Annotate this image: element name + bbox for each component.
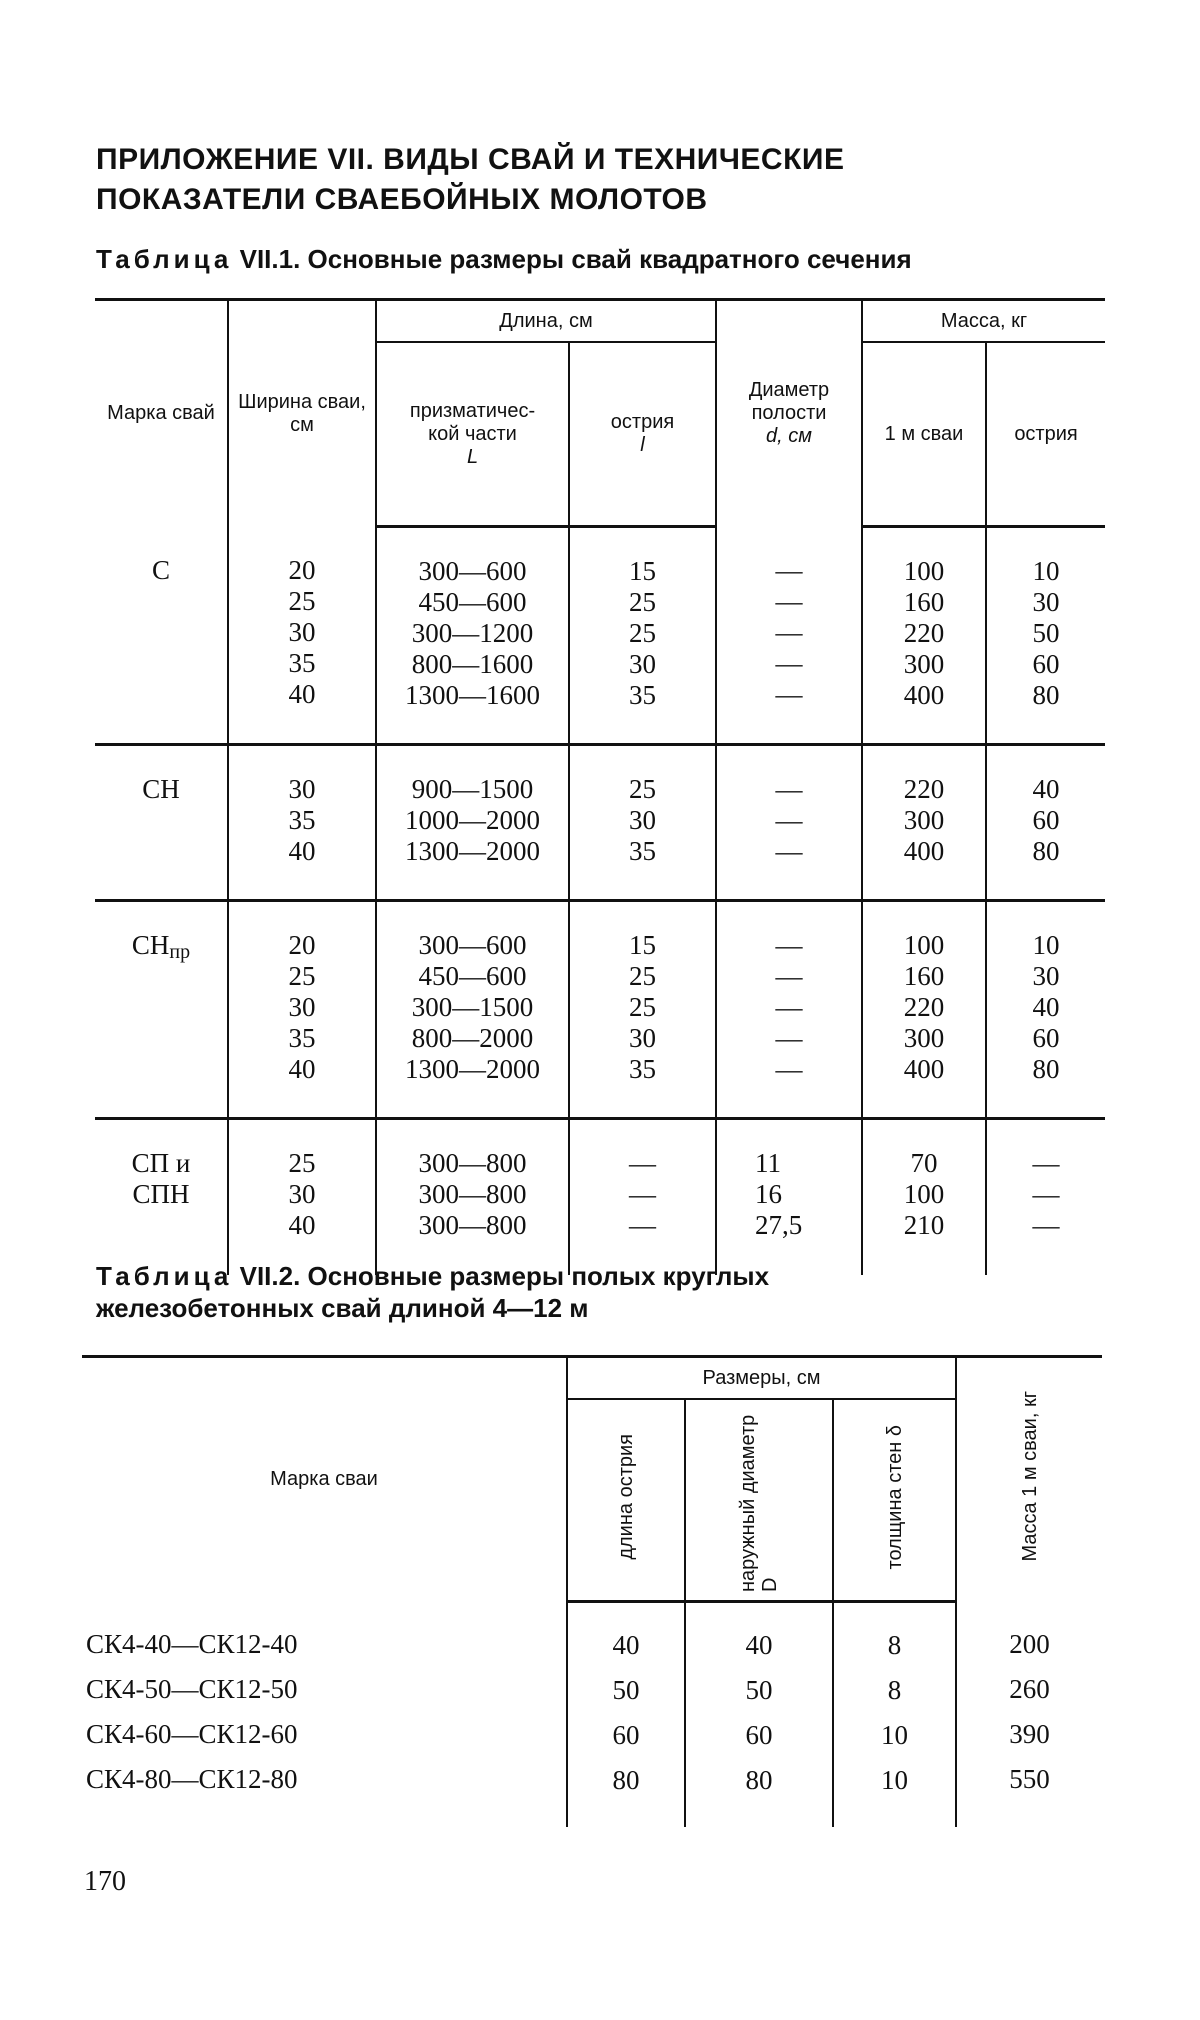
prismatic-length-value: 300—1200 — [411, 618, 534, 648]
pile-mark-text: СН — [131, 930, 170, 960]
mass-tip-value: 40 — [1032, 992, 1060, 1022]
cavity-diameter-values — [716, 527, 862, 745]
tip-length-value: 30 — [629, 649, 656, 679]
t2-tip-length: 60 — [612, 1720, 640, 1750]
mass-per-meter-value: 100 — [903, 1179, 945, 1209]
t2-col-mark — [82, 1602, 567, 1828]
mass-per-meter-value: 300 — [903, 805, 945, 835]
table1-caption-label: Таблица — [96, 244, 233, 274]
table1-group-row — [95, 1119, 1105, 1276]
t2-mark: СК4-80—СК12-80 — [86, 1763, 298, 1794]
mass-per-meter-values — [862, 527, 986, 745]
mass-tip-value: 60 — [1032, 805, 1060, 835]
cavity-diameter-value: — — [775, 647, 803, 678]
mass-tip-values — [986, 1119, 1105, 1276]
header-mark: Марка свай — [95, 300, 228, 527]
pile-mark — [95, 527, 228, 745]
cavity-diameter-values — [716, 745, 862, 901]
mass-per-meter-values — [862, 901, 986, 1119]
mass-per-meter-values — [862, 745, 986, 901]
table1-caption-text: VII.1. Основные размеры свай квадратного сечения — [239, 244, 912, 274]
prismatic-length-values — [376, 1119, 569, 1276]
t2-tip-length: 40 — [612, 1630, 640, 1660]
header-tip-length — [569, 342, 716, 527]
t2-outer-diameter: 80 — [745, 1765, 773, 1795]
table2-caption-text-1: VII.2. Основные размеры полых круглых — [239, 1261, 770, 1291]
cavity-diameter-value: — — [775, 774, 803, 804]
mass-tip-value: 60 — [1032, 649, 1060, 679]
tip-length-value: — — [629, 1179, 656, 1209]
mass-tip-value: 50 — [1032, 618, 1060, 648]
mass-tip-value: 80 — [1032, 1054, 1060, 1084]
cavity-diameter-value: — — [775, 961, 803, 991]
header-prismatic-length — [376, 342, 569, 527]
prismatic-length-values — [376, 745, 569, 901]
pile-mark-text: СН — [142, 774, 180, 804]
mass-tip-values — [986, 901, 1105, 1119]
mass-per-meter-value: 300 — [903, 1023, 945, 1053]
t2-header-sizes: Размеры, см — [567, 1357, 956, 1400]
header-mass-per-meter: 1 м сваи — [862, 342, 986, 527]
mass-tip-value: 80 — [1032, 680, 1060, 710]
mass-tip-value: — — [1032, 1179, 1060, 1209]
table1-group-row — [95, 745, 1105, 901]
header-tip-length-symbol: l — [640, 434, 645, 456]
cavity-diameter-value: 27,5 — [755, 1210, 803, 1240]
mass-per-meter-value: 400 — [903, 836, 945, 866]
mass-per-meter-value: 300 — [903, 649, 945, 679]
width-value: 40 — [288, 678, 316, 709]
prismatic-length-value: 450—600 — [418, 961, 527, 991]
cavity-diameter-value: — — [775, 992, 803, 1022]
header-length: Длина, см — [376, 300, 716, 343]
width-value: 25 — [288, 585, 316, 616]
table2-caption-label: Таблица — [96, 1261, 233, 1291]
header-mass: Масса, кг — [862, 300, 1105, 343]
t2-mass: 550 — [1009, 1763, 1050, 1794]
mass-per-meter-value: 100 — [903, 556, 945, 586]
width-value: 30 — [288, 774, 316, 804]
width-value: 35 — [288, 1023, 316, 1053]
t2-header-mass — [956, 1357, 1102, 1602]
tip-length-value: 15 — [629, 556, 656, 586]
tip-length-value: 25 — [629, 961, 656, 991]
tip-length-value: — — [629, 1148, 656, 1178]
mass-tip-values — [986, 527, 1105, 745]
t2-header-tip-length — [567, 1399, 685, 1602]
cavity-diameter-values — [716, 1119, 862, 1276]
cavity-diameter-value: — — [775, 1054, 803, 1084]
mass-tip-value: — — [1032, 1210, 1060, 1240]
t2-wall-thickness: 8 — [887, 1630, 902, 1660]
prismatic-length-value: 800—1600 — [411, 649, 534, 679]
mass-per-meter-value: 220 — [903, 618, 945, 648]
width-value: 30 — [288, 992, 316, 1022]
mass-tip-value: 40 — [1032, 774, 1060, 804]
cavity-diameter-value: — — [775, 585, 803, 616]
header-prismatic-symbol: L — [466, 445, 479, 468]
t2-header-wall-thickness-label: толщина стен δ — [883, 1424, 906, 1570]
pile-mark — [95, 745, 228, 901]
table1-group-row — [95, 527, 1105, 745]
mass-tip-value: — — [1032, 1148, 1060, 1178]
header-tip-length-label: острия — [610, 411, 675, 433]
tip-length-value: — — [629, 1210, 656, 1240]
width-values — [228, 901, 376, 1119]
header-cavity-diameter — [716, 300, 862, 527]
tip-length-values — [569, 901, 716, 1119]
t2-header-tip-length-label: длина острия — [615, 1434, 637, 1560]
t2-mark: СК4-60—СК12-60 — [86, 1718, 298, 1749]
tip-length-value: 25 — [629, 774, 656, 804]
tip-length-value: 30 — [629, 805, 656, 835]
header-cavity-diameter-line-3: d, см — [766, 425, 812, 448]
appendix-title-line-1: ПРИЛОЖЕНИЕ VII. ВИДЫ СВАЙ И ТЕХНИЧЕСКИЕ — [96, 143, 845, 176]
appendix-title-line-2: ПОКАЗАТЕЛИ СВАЕБОЙНЫХ МОЛОТОВ — [96, 183, 708, 216]
prismatic-length-value: 300—800 — [418, 1148, 527, 1178]
width-value: 40 — [288, 1054, 316, 1084]
width-value: 30 — [288, 616, 316, 647]
header-prismatic-line-1: призматичес- — [409, 399, 536, 422]
header-prismatic-line-2: кой части — [428, 422, 517, 445]
width-values — [228, 745, 376, 901]
mass-per-meter-value: 160 — [903, 587, 945, 617]
table2-caption-text-2: железобетонных свай длиной 4—12 м — [96, 1293, 589, 1323]
width-value: 25 — [288, 1148, 316, 1178]
tip-length-value: 25 — [629, 587, 656, 617]
table2-caption — [96, 1260, 769, 1324]
tip-length-value: 15 — [629, 930, 656, 960]
prismatic-length-value: 300—600 — [418, 556, 527, 586]
mass-per-meter-value: 400 — [903, 680, 945, 710]
tip-length-value: 25 — [629, 992, 656, 1022]
header-width: Ширина сваи, см — [228, 300, 376, 527]
mass-per-meter-value: 70 — [910, 1148, 938, 1178]
mass-per-meter-value: 220 — [903, 992, 945, 1022]
t2-tip-length: 80 — [612, 1765, 640, 1795]
mass-tip-value: 30 — [1032, 961, 1060, 991]
tip-length-value: 30 — [629, 1023, 656, 1053]
pile-mark — [95, 901, 228, 1119]
pile-mark-text: СП и — [131, 1148, 191, 1178]
prismatic-length-value: 300—1500 — [411, 992, 534, 1022]
mass-tip-values — [986, 745, 1105, 901]
t2-header-outer-diameter-label: наружный диаметр D — [737, 1414, 781, 1592]
width-value: 20 — [288, 554, 316, 585]
t2-wall-thickness: 10 — [881, 1720, 909, 1750]
width-values — [228, 1119, 376, 1276]
table1-group-row — [95, 901, 1105, 1119]
mass-per-meter-values — [862, 1119, 986, 1276]
table-round-hollow-piles — [82, 1355, 1102, 1827]
t2-header-outer-diameter — [685, 1399, 833, 1602]
tip-length-value: 25 — [629, 618, 656, 648]
t2-mass: 200 — [1009, 1628, 1050, 1659]
mass-tip-value: 10 — [1032, 556, 1060, 586]
table1-body — [95, 527, 1105, 1276]
t2-mark: СК4-50—СК12-50 — [86, 1673, 298, 1704]
width-value: 35 — [288, 805, 316, 835]
t2-outer-diameter: 40 — [745, 1630, 773, 1660]
prismatic-length-value: 1300—2000 — [405, 1054, 540, 1084]
mass-per-meter-value: 100 — [903, 930, 945, 960]
cavity-diameter-value: — — [775, 836, 803, 866]
tip-length-value: 35 — [629, 680, 656, 710]
pile-mark-subscript: пр — [169, 941, 191, 963]
prismatic-length-value: 1300—1600 — [405, 680, 540, 710]
mass-per-meter-value: 400 — [903, 1054, 945, 1084]
pile-mark-text: С — [151, 554, 170, 585]
header-cavity-diameter-line-1: Диаметр — [748, 379, 830, 402]
t2-tip-length: 50 — [612, 1675, 640, 1705]
width-value: 25 — [288, 961, 316, 991]
mass-per-meter-value: 160 — [903, 961, 945, 991]
cavity-diameter-value: — — [775, 678, 803, 709]
t2-outer-diameter: 50 — [745, 1675, 773, 1705]
cavity-diameter-values — [716, 901, 862, 1119]
mass-tip-value: 80 — [1032, 836, 1060, 866]
mass-tip-value: 60 — [1032, 1023, 1060, 1053]
prismatic-length-value: 900—1500 — [411, 774, 534, 804]
width-values — [228, 527, 376, 745]
mass-tip-value: 10 — [1032, 930, 1060, 960]
t2-mass: 390 — [1009, 1718, 1050, 1749]
cavity-diameter-value: — — [775, 930, 803, 960]
mass-per-meter-value: 210 — [903, 1210, 945, 1240]
t2-col-tip-length — [567, 1602, 685, 1828]
t2-mark: СК4-40—СК12-40 — [86, 1628, 298, 1659]
prismatic-length-values — [376, 901, 569, 1119]
t2-col-mass — [956, 1602, 1102, 1828]
prismatic-length-value: 300—800 — [418, 1179, 527, 1209]
appendix-title — [96, 140, 1096, 220]
cavity-diameter-value: — — [775, 1023, 803, 1053]
tip-length-values — [569, 527, 716, 745]
mass-tip-value: 30 — [1032, 587, 1060, 617]
tip-length-value: 35 — [629, 836, 656, 866]
mass-per-meter-value: 220 — [903, 774, 945, 804]
width-value: 35 — [288, 647, 316, 678]
t2-header-wall-thickness — [833, 1399, 956, 1602]
width-value: 40 — [288, 1210, 316, 1240]
width-value: 40 — [288, 836, 316, 866]
t2-outer-diameter: 60 — [745, 1720, 773, 1750]
t2-wall-thickness: 10 — [881, 1765, 909, 1795]
t2-mass: 260 — [1009, 1673, 1050, 1704]
tip-length-values — [569, 745, 716, 901]
table2-row-block — [82, 1602, 1102, 1828]
prismatic-length-value: 1300—2000 — [405, 836, 540, 866]
prismatic-length-value: 300—600 — [418, 930, 527, 960]
pile-mark-text-2: СПН — [132, 1179, 190, 1209]
header-cavity-diameter-line-2: полости — [751, 402, 827, 425]
cavity-diameter-value: — — [775, 554, 803, 585]
cavity-diameter-value: 11 — [755, 1148, 782, 1178]
prismatic-length-value: 1000—2000 — [405, 805, 540, 835]
table-square-piles — [95, 298, 1105, 1275]
cavity-diameter-value: — — [775, 616, 803, 647]
tip-length-value: 35 — [629, 1054, 656, 1084]
table1-caption — [96, 243, 912, 275]
header-mass-tip: острия — [986, 342, 1105, 527]
t2-header-mark: Марка сваи — [82, 1357, 567, 1602]
width-value: 30 — [288, 1179, 316, 1209]
cavity-diameter-value: — — [775, 805, 803, 835]
t2-wall-thickness: 8 — [887, 1675, 902, 1705]
prismatic-length-values — [376, 527, 569, 745]
t2-col-outer-diameter — [685, 1602, 833, 1828]
cavity-diameter-value: 16 — [755, 1179, 783, 1209]
prismatic-length-value: 800—2000 — [411, 1023, 534, 1053]
tip-length-values — [569, 1119, 716, 1276]
width-value: 20 — [288, 930, 316, 960]
t2-col-wall-thickness — [833, 1602, 956, 1828]
pile-mark — [95, 1119, 228, 1276]
page-number: 170 — [84, 1866, 126, 1897]
prismatic-length-value: 450—600 — [418, 587, 527, 617]
t2-header-mass-label: Масса 1 м сваи, кг — [1018, 1391, 1041, 1563]
prismatic-length-value: 300—800 — [418, 1210, 527, 1240]
